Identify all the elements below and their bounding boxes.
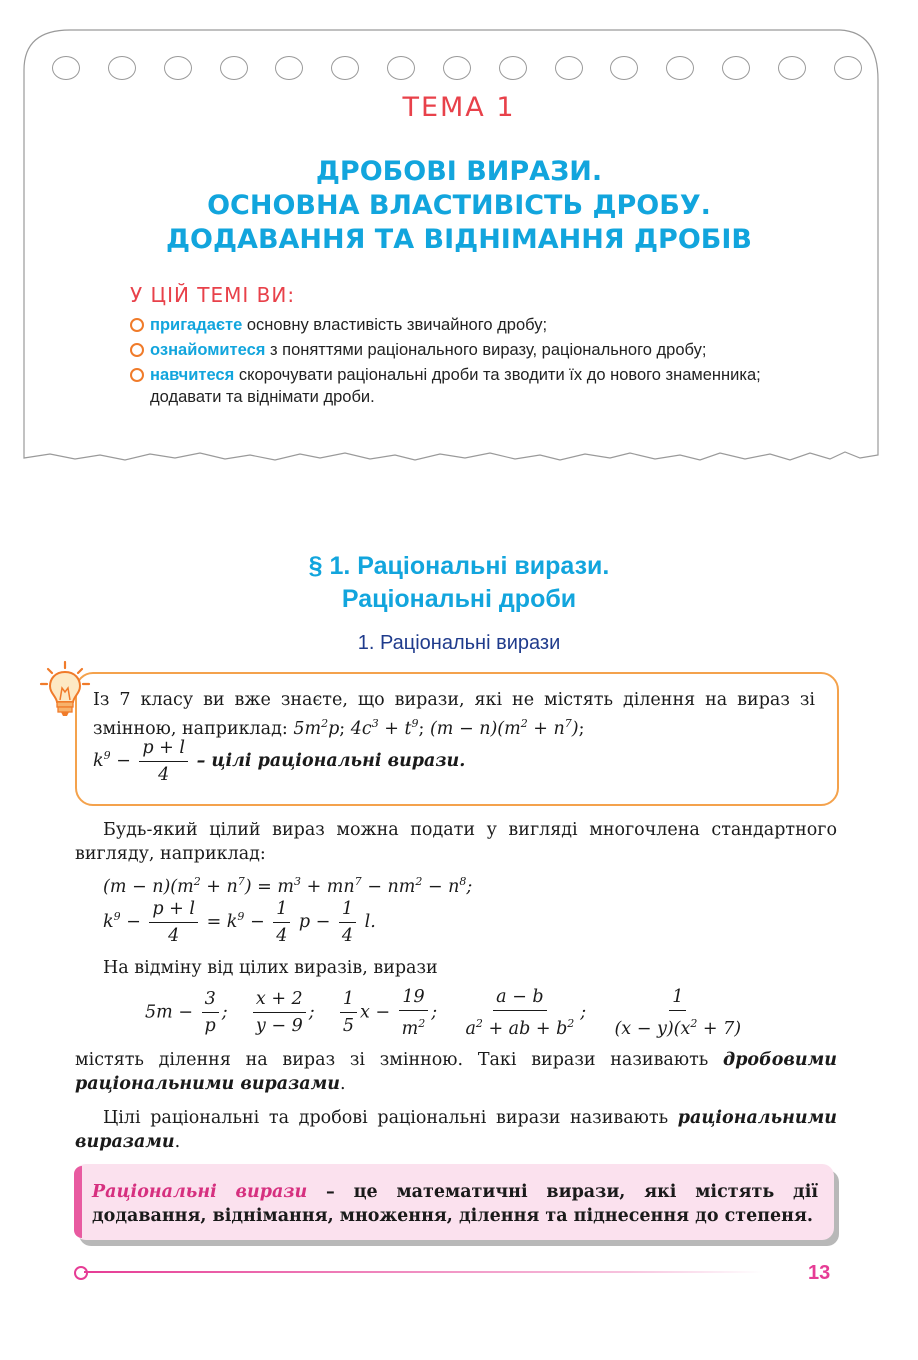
intro-text: Із 7 класу ви вже знаєте, що вирази, які не містять ділення на вираз зі змінною, наприклад: $5m^2p$; $4c^3 + t^9$; $(m - n)(m^2 + n^7)$;: [93, 690, 815, 739]
paragraph-2: [103, 956, 438, 980]
fraction: $\frac{1}{5}$: [340, 988, 357, 1037]
definition-term: Раціональні вирази: [92, 1182, 308, 1202]
fraction: $\frac{p + l}{4}$: [139, 737, 188, 786]
paragraph-1: [75, 818, 837, 866]
goal-text: основну властивість звичайного дробу;: [242, 316, 548, 334]
fraction: $\frac{x + 2}{y - 9}$: [253, 988, 306, 1037]
goal-keyword: ознайомитеся: [150, 341, 266, 359]
lightbulb-icon: [38, 660, 92, 720]
paragraph-2-text: На відміну від цілих виразів, вирази: [103, 958, 438, 978]
fractional-examples: 5m − $\frac{3}{p}$ ; $\frac{x + 2}{y - 9}$ ; $\frac{1}{5}$ x − $\frac{19}{m^2}$ ; $\frac{a - b}{a^2 + ab + b^2}$ ; $\frac{1}{(x - y)(x^2 + 7)}$: [145, 986, 747, 1040]
bullet-circle-icon: [130, 318, 144, 332]
goal-text: скорочувати раціональні дроби та зводити їх до нового знаменника; додавати та віднімати дроби.: [150, 366, 761, 406]
fraction: $\frac{a - b}{a^2 + ab + b^2}$: [465, 987, 575, 1039]
term-rational-expressions: раціональними виразами: [75, 1108, 837, 1152]
intro-formula-line: [93, 737, 465, 786]
definition-accent-bar: [74, 1166, 82, 1238]
fraction: $\frac{1}{4}$: [339, 898, 356, 947]
fraction: $\frac{19}{m^2}$: [399, 986, 429, 1040]
math-expr-3: $(m - n)(m^2 + n^7)$: [429, 717, 579, 739]
topic-title-line-3: ДОДАВАННЯ ТА ВІДНІМАННЯ ДРОБІВ: [166, 224, 752, 255]
intro-conclusion: – цілі раціональні вирази.: [196, 751, 466, 771]
goal-item: [130, 339, 770, 361]
goal-keyword: пригадаєте: [150, 316, 243, 334]
page-number: 13: [808, 1262, 831, 1284]
paragraph-4: Цілі раціональні та дробові раціональні вирази називають раціональними виразами.: [75, 1108, 837, 1152]
topic-label: ТЕМА 1: [402, 92, 516, 123]
fraction: $\frac{p + l}{4}$: [149, 898, 198, 947]
section-title-line-2: Раціональні дроби: [341, 585, 577, 613]
term-fractional-expressions: дробовими раціональними виразами: [75, 1050, 837, 1094]
topic-title: [0, 155, 918, 257]
math-line-2: $k^9$ − $\frac{p + l}{4}$ = $k^9$ − $\frac{1}{4}$ p − $\frac{1}{4}$ l.: [103, 899, 376, 946]
definition-text: [92, 1180, 818, 1228]
topic-title-line-2: ОСНОВНА ВЛАСТИВІСТЬ ДРОБУ.: [207, 190, 711, 221]
fraction: $\frac{1}{(x - y)(x^2 + 7)}$: [614, 987, 742, 1039]
goal-item: [130, 314, 770, 336]
paragraph-1-text: Будь-який цілий вираз можна подати у вигляді многочлена стандартного вигляду, наприклад:: [75, 820, 837, 864]
math-expr-2: $4c^3 + t^9$: [350, 717, 419, 739]
goal-keyword: навчитеся: [150, 366, 235, 384]
math-line-1: $(m - n)(m^2 + n^7) = m^3 + mn^7 - nm^2 - n^8$;: [103, 875, 473, 897]
notebook-holes: [52, 56, 862, 82]
section-title: [0, 550, 918, 616]
definition-body: – це математичні вирази, які містять дії додавання, віднімання, множення, ділення та піднесення до степеня.: [92, 1182, 818, 1226]
paragraph-3-text: містять ділення на вираз зі змінною. Такі вирази називають: [75, 1050, 724, 1070]
goals-list: [130, 314, 770, 411]
section-title-line-1: § 1. Раціональні вирази.: [308, 552, 610, 580]
bullet-circle-icon: [130, 343, 144, 357]
subsection-title: 1. Раціональні вирази: [357, 632, 561, 654]
intro-sentence: Із 7 класу ви вже знаєте, що вирази, які не містять ділення на вираз зі змінною, наприклад:: [93, 690, 815, 739]
topic-title-line-1: ДРОБОВІ ВИРАЗИ.: [315, 156, 603, 187]
math-expr-1: $5m^2p$: [293, 717, 340, 739]
math-expr-4: $k^9$ −: [93, 749, 137, 771]
fraction: $\frac{3}{p}$: [202, 988, 219, 1037]
in-topic-label: У ЦІЙ ТЕМІ ВИ:: [130, 283, 296, 307]
footer-line: [84, 1271, 764, 1273]
goal-item: [130, 364, 770, 408]
goal-text: з поняттями раціонального виразу, раціонального дробу;: [265, 341, 707, 359]
paragraph-3: містять ділення на вираз зі змінною. Такі вирази називають дробовими раціональними виразами.: [75, 1050, 837, 1094]
fraction: $\frac{1}{4}$: [273, 898, 290, 947]
bullet-circle-icon: [130, 368, 144, 382]
paragraph-4-text: Цілі раціональні та дробові раціональні вирази називають: [103, 1108, 678, 1128]
footer-circle-icon: [74, 1266, 88, 1280]
